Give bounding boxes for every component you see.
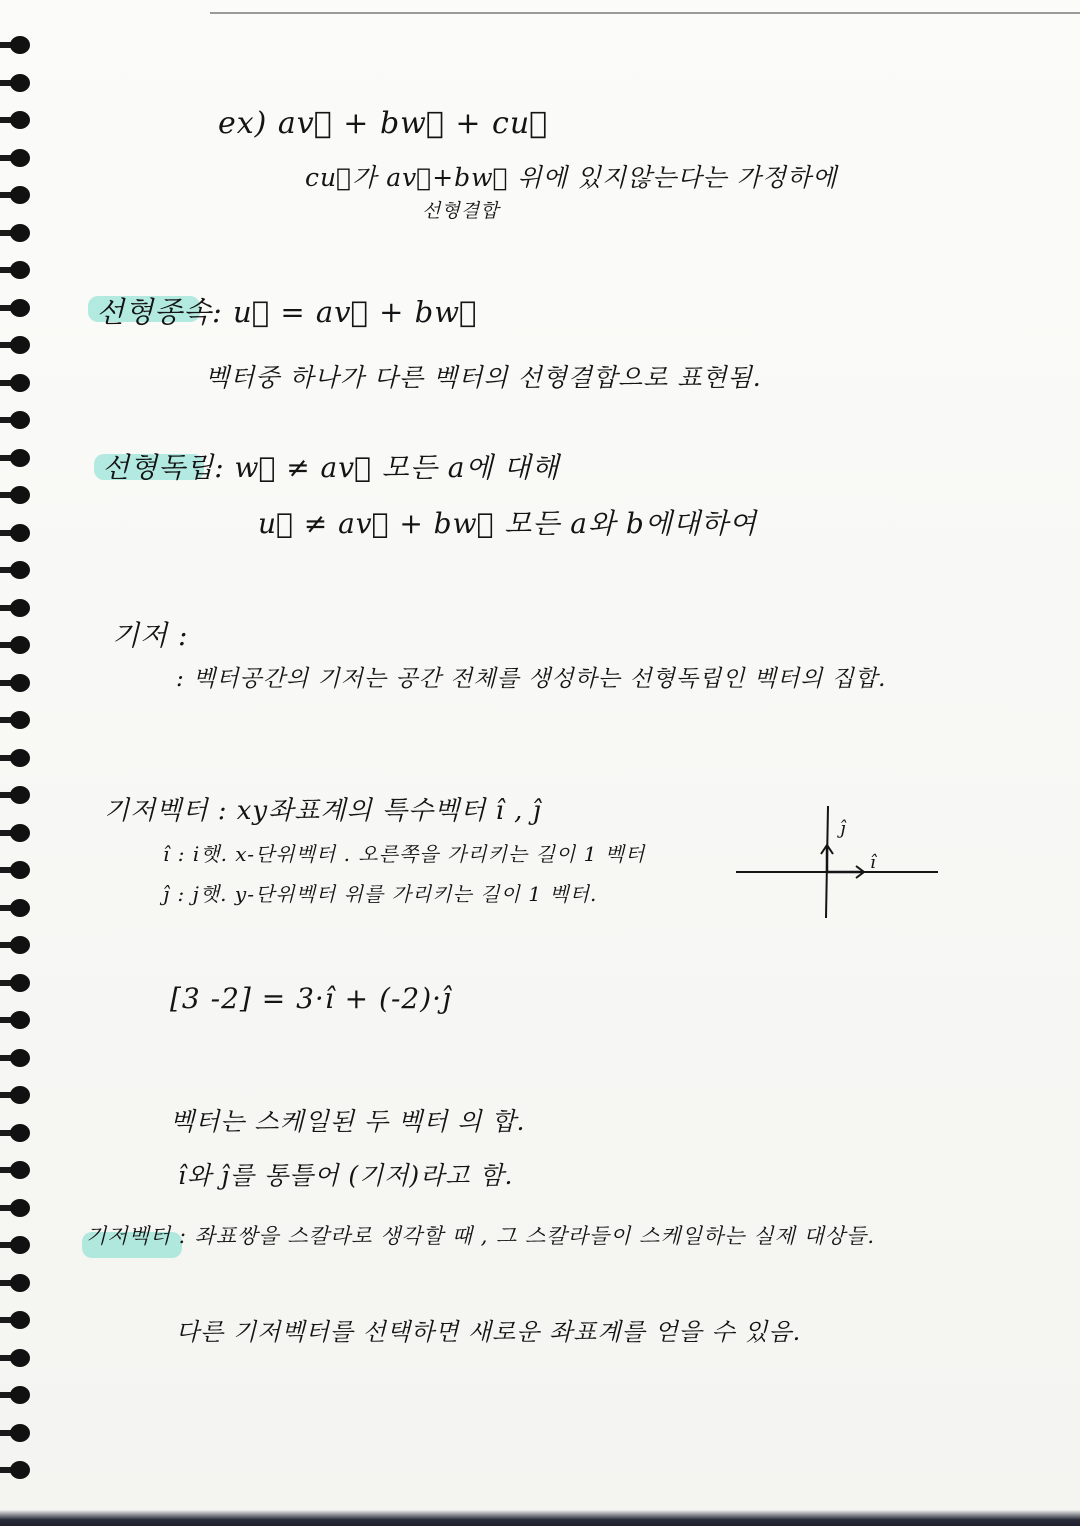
spiral-ring (0, 334, 34, 356)
spiral-ring (0, 1384, 34, 1406)
spiral-ring (0, 709, 34, 731)
note-line-basis-heading: 기저 : (112, 619, 189, 652)
note-line-basis-vector-meaning: 기저벡터 : 좌표쌍을 스칼라로 생각할 때 , 그 스칼라들이 스케일하는 실제 대상들. (86, 1224, 876, 1248)
spiral-ring (0, 559, 34, 581)
spiral-ring (0, 72, 34, 94)
note-line-j-hat: ĵ : j햇. y-단위벡터 위를 가리키는 길이 1 벡터. (163, 882, 598, 906)
j-hat-label: ĵ (840, 818, 846, 839)
note-line-dependence-definition: 벡터중 하나가 다른 벡터의 선형결합으로 표현됨. (205, 363, 762, 392)
spiral-ring (0, 1159, 34, 1181)
spiral-ring (0, 1234, 34, 1256)
spiral-ring (0, 522, 34, 544)
spiral-ring (0, 822, 34, 844)
spiral-ring (0, 1197, 34, 1219)
spiral-ring (0, 147, 34, 169)
spiral-ring (0, 597, 34, 619)
spiral-ring (0, 972, 34, 994)
page-top-edge (210, 12, 1080, 14)
spiral-ring (0, 1272, 34, 1294)
spiral-ring (0, 484, 34, 506)
spiral-ring (0, 859, 34, 881)
note-line-basis-definition: : 벡터공간의 기저는 공간 전체를 생성하는 선형독립인 벡터의 집합. (176, 666, 887, 692)
spiral-ring (0, 1122, 34, 1144)
spiral-ring (0, 1309, 34, 1331)
basis-vector-diagram (732, 800, 942, 925)
spiral-ring (0, 747, 34, 769)
spiral-ring (0, 1422, 34, 1444)
note-line-sum-of-scaled: 벡터는 스케일된 두 벡터 의 합. (170, 1107, 526, 1136)
page-bottom-edge (0, 1510, 1080, 1526)
note-line-basis-term: î와 ĵ를 통틀어 (기저)라고 함. (178, 1161, 514, 1190)
spiral-ring (0, 109, 34, 131)
spiral-ring (0, 184, 34, 206)
spiral-ring (0, 409, 34, 431)
spiral-ring (0, 1084, 34, 1106)
note-line-linear-dependence: 선형종속: u⃗ = av⃗ + bw⃗ (96, 295, 478, 329)
spiral-ring (0, 634, 34, 656)
note-line-i-hat: î : i햇. x-단위벡터 . 오른쪽을 가리키는 길이 1 벡터 (163, 842, 646, 866)
spiral-ring (0, 934, 34, 956)
spiral-ring (0, 672, 34, 694)
note-line-linear-combination: 선형결합 (422, 200, 500, 222)
spiral-ring (0, 784, 34, 806)
spiral-ring (0, 447, 34, 469)
spiral-ring (0, 297, 34, 319)
note-line-independence-condition: u⃗ ≠ av⃗ + bw⃗ 모든 a와 b에대하여 (258, 507, 758, 540)
spiral-ring (0, 1347, 34, 1369)
note-line-example: ex) av⃗ + bw⃗ + cu⃗ (218, 106, 549, 141)
spiral-ring (0, 1459, 34, 1481)
note-line-linear-independence: 선형독립: w⃗ ≠ av⃗ 모든 a에 대해 (102, 451, 560, 484)
spiral-ring (0, 259, 34, 281)
note-line-assumption: cu⃗가 av⃗+bw⃗ 위에 있지않는다는 가정하에 (305, 163, 838, 192)
spiral-ring (0, 222, 34, 244)
note-line-vector-equation: [3 -2] = 3·î + (-2)·ĵ (170, 982, 452, 1015)
spiral-ring (0, 897, 34, 919)
spiral-ring (0, 1047, 34, 1069)
spiral-ring (0, 34, 34, 56)
note-line-other-basis: 다른 기저벡터를 선택하면 새로운 좌표계를 얻을 수 있음. (176, 1318, 802, 1346)
spiral-ring (0, 372, 34, 394)
i-hat-label: î (870, 852, 876, 873)
spiral-ring (0, 1009, 34, 1031)
note-line-basis-vectors: 기저벡터 : xy좌표계의 특수벡터 î , ĵ (104, 796, 542, 826)
spiral-binding (0, 0, 50, 1526)
